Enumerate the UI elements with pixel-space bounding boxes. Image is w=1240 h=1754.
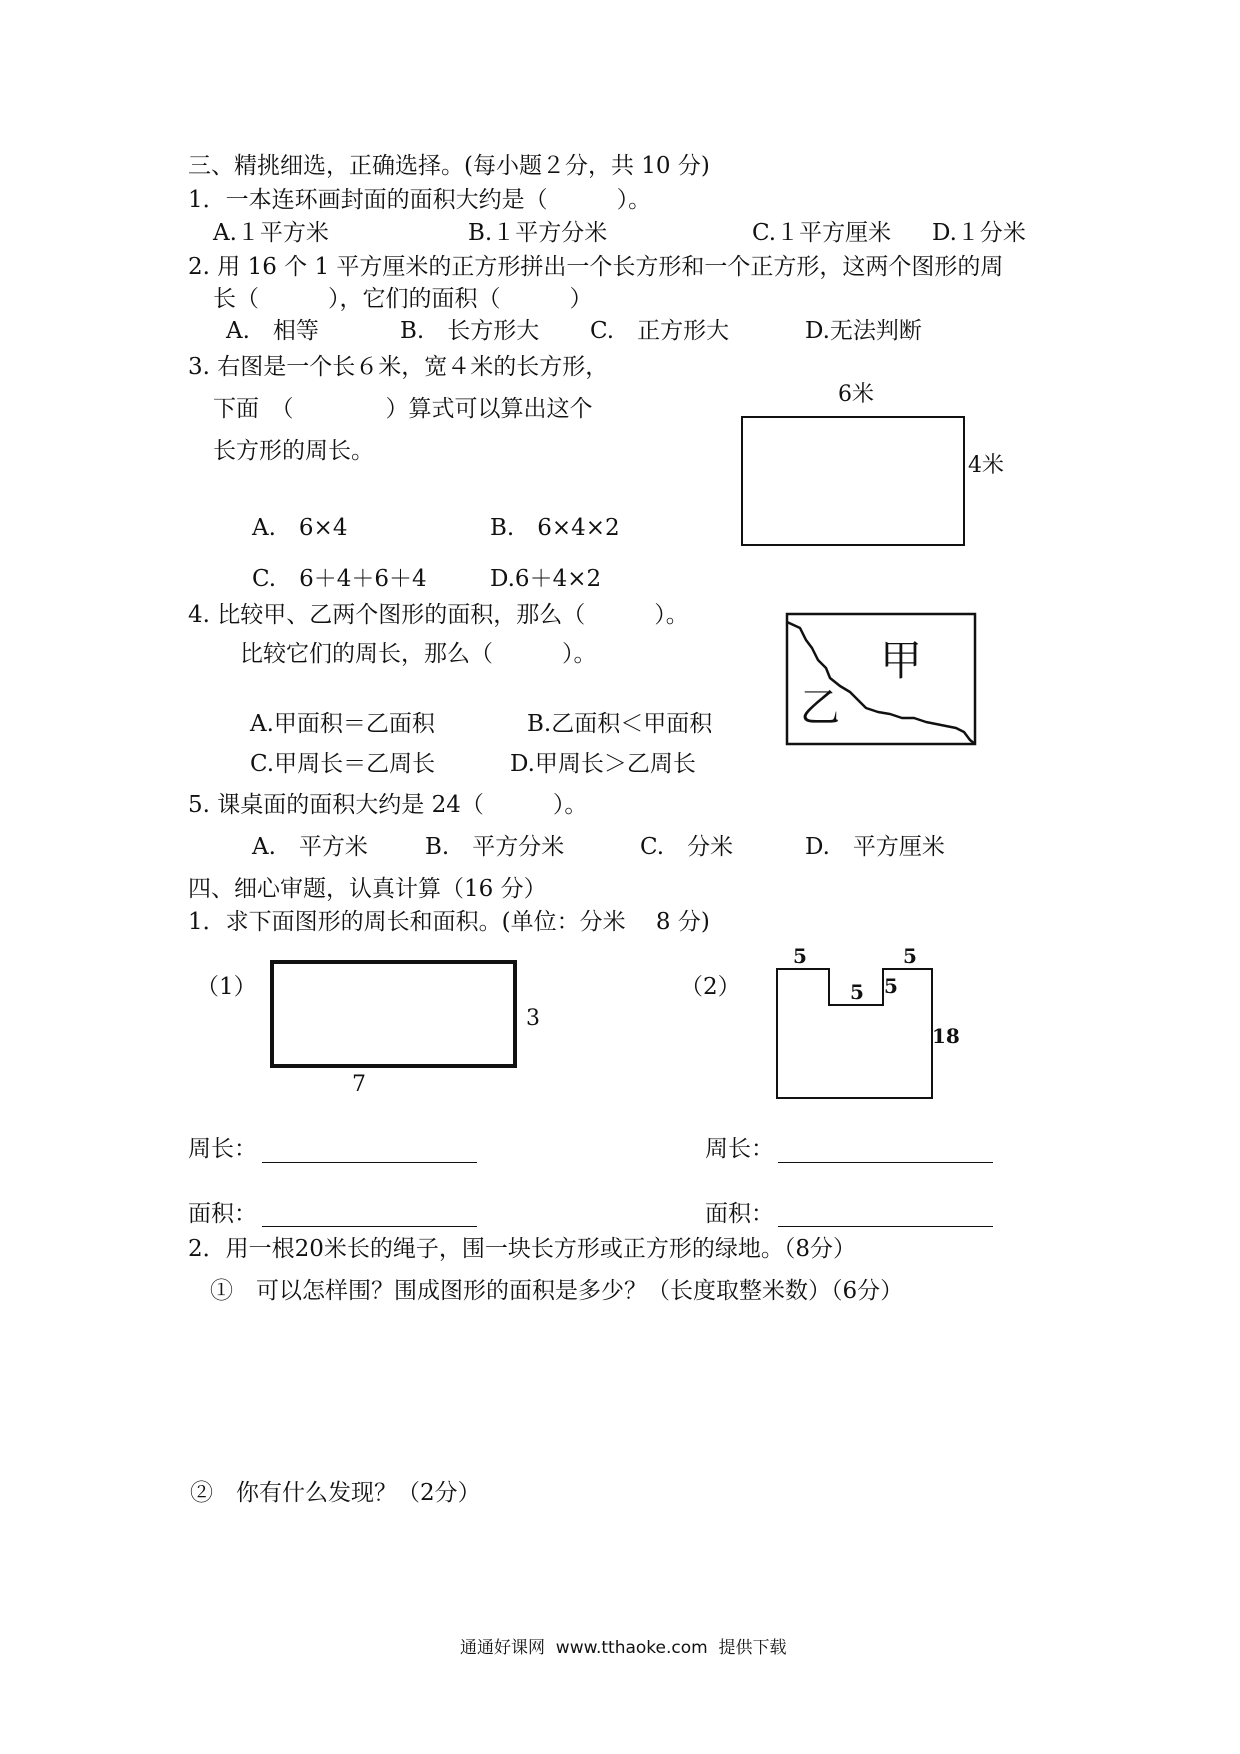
q3-option-a: A. 6×4 xyxy=(252,515,348,541)
q2-option-c: C. 正方形大 xyxy=(590,318,730,344)
fig1-rectangle xyxy=(272,962,515,1066)
q4-option-a: A.甲面积＝乙面积 xyxy=(250,711,435,737)
s4-q2-sub1: ① 可以怎样围？围成图形的面积是多少？（长度取整米数）（6分） xyxy=(210,1278,904,1304)
q5-option-a: A. 平方米 xyxy=(252,834,368,860)
q4-option-c: C.甲周长＝乙周长 xyxy=(250,751,436,777)
fig1-perimeter-label: 周长： xyxy=(188,1136,257,1162)
q1-option-c: C.１平方厘米 xyxy=(752,220,892,246)
fig1-area-label: 面积： xyxy=(188,1201,257,1227)
q4-figure-label-yi: 乙 xyxy=(800,685,840,731)
q3-stem-line1: 3. 右图是一个长６米，宽４米的长方形， xyxy=(188,354,609,380)
q2-stem-line1: 2. 用 16 个 1 平方厘米的正方形拼出一个长方形和一个正方形，这两个图形的周 xyxy=(188,254,1004,280)
fig2-notch-width-label: 5 xyxy=(850,980,864,1004)
fig2-perimeter-label: 周长： xyxy=(705,1136,774,1162)
fig2-notch-depth-label: 5 xyxy=(884,974,898,998)
fig1-height-label: 3 xyxy=(526,1006,540,1031)
q5-option-c: C. 分米 xyxy=(640,834,734,860)
q3-option-d: D.6＋4×2 xyxy=(490,566,602,592)
fig2-top-right-label: 5 xyxy=(903,944,917,968)
q4-option-d: D.甲周长＞乙周长 xyxy=(510,751,696,777)
s4-q2-stem: 2．用一根20米长的绳子，围一块长方形或正方形的绿地。（8分） xyxy=(188,1236,857,1262)
q4-shape-figure xyxy=(787,614,975,744)
q3-figure-length-label: 6米 xyxy=(838,382,874,407)
q3-rectangle-figure xyxy=(742,417,964,545)
q2-stem-line2: 长（ ），它们的面积（ ） xyxy=(213,286,593,312)
q2-option-b: B. 长方形大 xyxy=(400,318,540,344)
q3-stem-line3: 长方形的周长。 xyxy=(213,438,374,464)
section4-title: 四、细心审题，认真计算（16 分） xyxy=(188,876,547,902)
s4-q1-stem: 1．求下面图形的周长和面积。(单位：分米 8 分) xyxy=(188,909,710,935)
fig2-notched-shape xyxy=(777,969,932,1098)
q1-option-b: B.１平方分米 xyxy=(468,220,608,246)
s4-q2-sub2: ② 你有什么发现？（2分） xyxy=(190,1480,481,1506)
section3-title: 三、精挑细选，正确选择。(每小题２分，共 10 分) xyxy=(188,153,710,179)
q5-option-d: D. 平方厘米 xyxy=(805,834,945,860)
fig2-area-label: 面积： xyxy=(705,1201,774,1227)
fig2-height-label: 18 xyxy=(932,1024,960,1048)
fig2-label: （2） xyxy=(680,974,741,1000)
q2-option-a: A. 相等 xyxy=(226,318,319,344)
q3-stem-line2: 下面 （ ）算式可以算出这个 xyxy=(213,396,593,422)
page-footer: 通通好课网 www.tthaoke.com 提供下载 xyxy=(460,1638,787,1658)
q1-option-a: A.１平方米 xyxy=(213,220,329,246)
fig1-width-label: 7 xyxy=(352,1072,366,1097)
q2-option-d: D.无法判断 xyxy=(805,318,922,344)
q3-figure-width-label: 4米 xyxy=(968,453,1004,478)
fig2-top-left-label: 5 xyxy=(793,944,807,968)
q5-stem: 5. 课桌面的面积大约是 24（ ）。 xyxy=(188,792,588,818)
q3-option-c: C. 6＋4＋6＋4 xyxy=(252,566,427,592)
q1-option-d: D.１分米 xyxy=(932,220,1026,246)
q4-stem-line2: 比较它们的周长，那么（ ）。 xyxy=(240,641,597,667)
q1-stem: 1．一本连环画封面的面积大约是（ ）。 xyxy=(188,187,652,213)
q4-option-b: B.乙面积＜甲面积 xyxy=(527,711,713,737)
q4-stem-line1: 4. 比较甲、乙两个图形的面积，那么（ ）。 xyxy=(188,602,689,628)
q5-option-b: B. 平方分米 xyxy=(425,834,565,860)
q4-figure-label-jia: 甲 xyxy=(880,636,923,685)
q3-option-b: B. 6×4×2 xyxy=(490,515,620,541)
fig1-label: （1） xyxy=(196,974,257,1000)
